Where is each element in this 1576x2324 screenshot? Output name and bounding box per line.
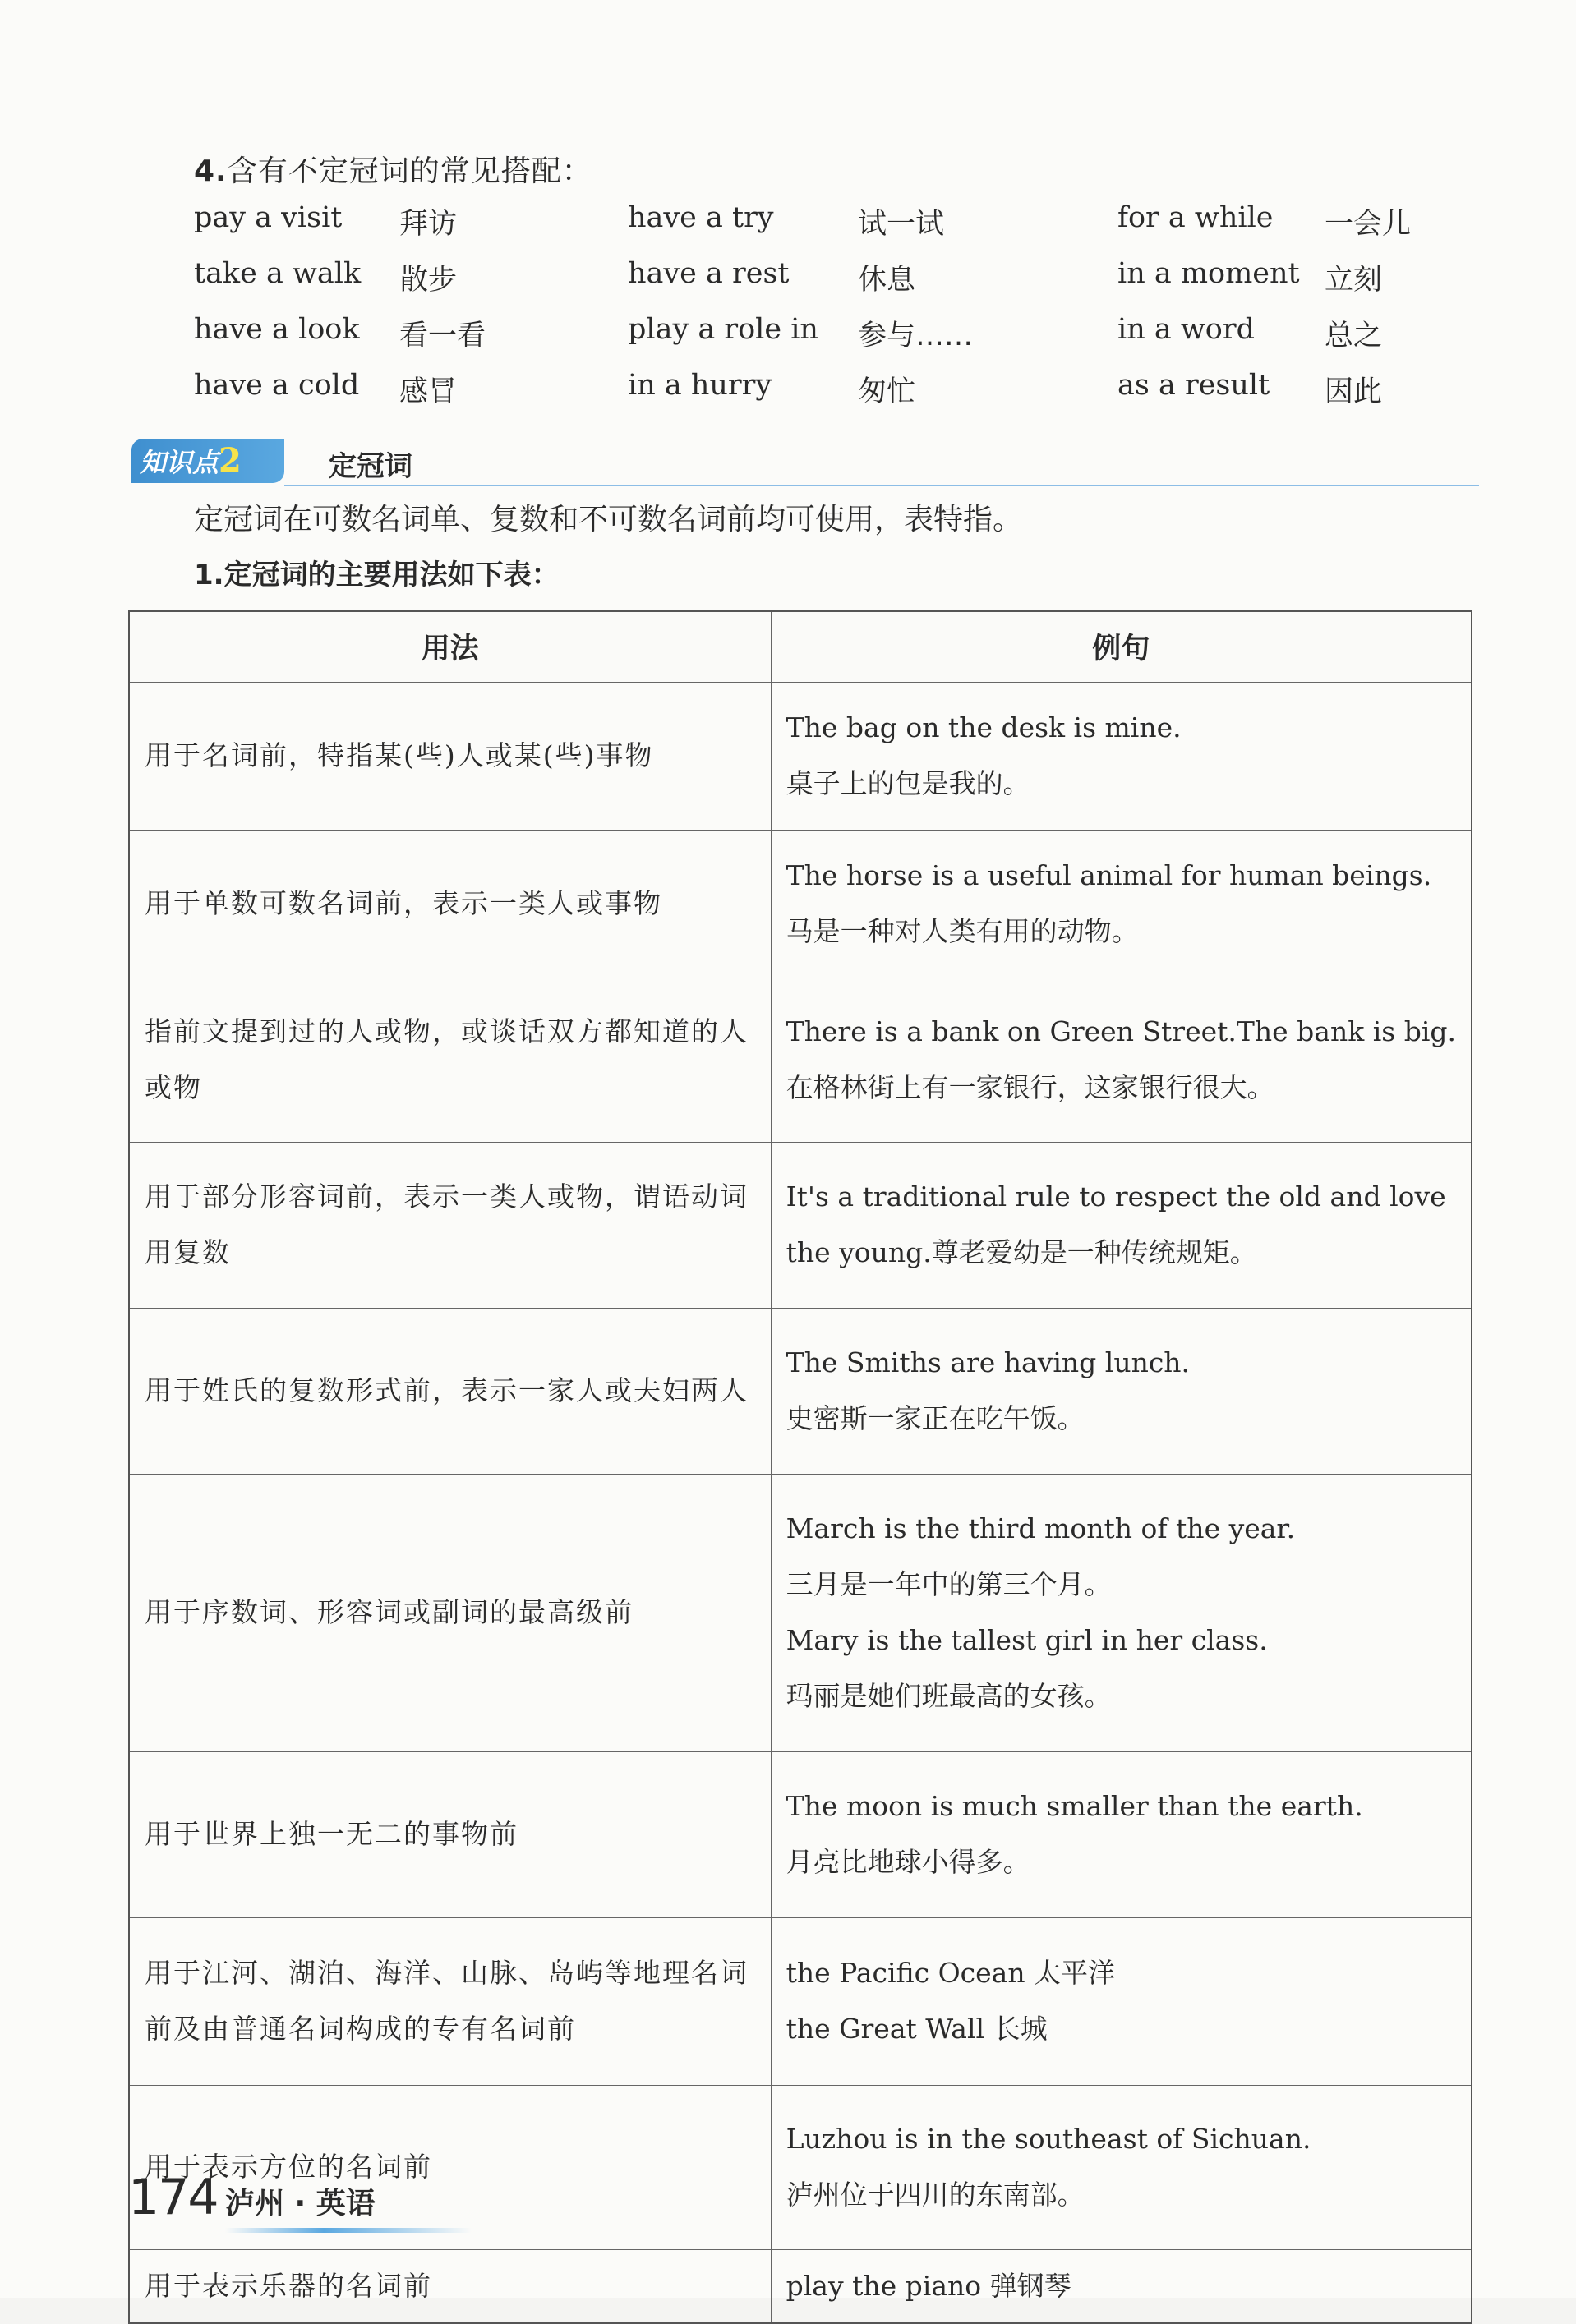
knowledge-point-badge-text: 知识点 xyxy=(140,447,219,478)
collocation-cn: 因此 xyxy=(1325,375,1383,408)
example-cell xyxy=(771,1751,1472,1917)
example-line: play the piano 弹钢琴 xyxy=(786,2269,1071,2302)
example-line: 玛丽是她们班最高的女孩。 xyxy=(786,1680,1112,1712)
example-cell xyxy=(771,2249,1472,2323)
collocation-cn: 感冒 xyxy=(399,375,458,408)
collocation-en: have a try xyxy=(628,201,774,234)
table-row xyxy=(129,1917,1472,2085)
example-line: 三月是一年中的第三个月。 xyxy=(786,1568,1112,1600)
usage-cell: 用于江河、湖泊、海洋、山脉、岛屿等地理名词前及由普通名词构成的专有名词前 xyxy=(129,1917,771,2085)
example-cell xyxy=(771,830,1472,978)
example-line: The horse is a useful animal for human beings. xyxy=(786,859,1432,891)
collocation-en: for a while xyxy=(1117,201,1274,234)
collocation-en: play a role in xyxy=(628,313,818,346)
usage-cell: 用于世界上独一无二的事物前 xyxy=(129,1751,771,1917)
knowledge-point-badge-number: 2 xyxy=(219,441,242,480)
example-line: the young.尊老爱幼是一种传统规矩。 xyxy=(786,1236,1257,1268)
example-line: Luzhou is in the southeast of Sichuan. xyxy=(786,2123,1311,2155)
example-line: 史密斯一家正在吃午饭。 xyxy=(786,1402,1085,1434)
example-line: 泸州位于四川的东南部。 xyxy=(786,2179,1085,2211)
example-line: The Smiths are having lunch. xyxy=(786,1346,1191,1378)
collocation-cn: 拜访 xyxy=(399,208,458,241)
table-row xyxy=(129,2249,1472,2323)
usage-cell: 用于序数词、形容词或副词的最高级前 xyxy=(129,1474,771,1751)
page-number: 174 xyxy=(128,2169,218,2226)
table-header-row xyxy=(129,611,1472,682)
section-4-heading: 含有不定冠词的常见搭配： xyxy=(227,154,592,188)
header-usage: 用法 xyxy=(129,611,771,682)
collocation-en: have a cold xyxy=(194,369,360,402)
example-line: the Pacific Ocean 太平洋 xyxy=(786,1957,1116,1989)
collocation-cn: 试一试 xyxy=(858,208,945,241)
example-line: the Great Wall 长城 xyxy=(786,2013,1048,2045)
example-cell xyxy=(771,1917,1472,2085)
usage-cell: 用于部分形容词前，表示一类人或物，谓语动词用复数 xyxy=(129,1142,771,1308)
example-cell xyxy=(771,1474,1472,1751)
knowledge-point-bar xyxy=(131,439,1479,486)
example-line: Mary is the tallest girl in her class. xyxy=(786,1624,1268,1656)
usage-cell: 用于表示方位的名词前 xyxy=(129,2085,771,2249)
example-line: There is a bank on Green Street.The bank is big. xyxy=(786,1015,1456,1047)
usage-table-subheading: 1.定冠词的主要用法如下表： xyxy=(194,559,560,591)
table-row xyxy=(129,1474,1472,1751)
usage-cell: 用于姓氏的复数形式前，表示一家人或夫妇两人 xyxy=(129,1308,771,1474)
collocation-row xyxy=(194,257,1443,313)
table-row xyxy=(129,1308,1472,1474)
table-row xyxy=(129,1751,1472,1917)
collocation-cn: 匆忙 xyxy=(858,375,916,408)
collocation-row xyxy=(194,369,1443,425)
collocation-en: in a hurry xyxy=(628,369,772,402)
example-cell xyxy=(771,978,1472,1142)
example-cell xyxy=(771,1142,1472,1308)
example-line: 马是一种对人类有用的动物。 xyxy=(786,915,1139,947)
collocation-row xyxy=(194,313,1443,369)
footer-accent-line xyxy=(225,2228,472,2233)
table-row xyxy=(129,682,1472,830)
example-line: The moon is much smaller than the earth. xyxy=(786,1790,1363,1822)
example-line: March is the third month of the year. xyxy=(786,1512,1296,1544)
example-cell xyxy=(771,1308,1472,1474)
usage-cell: 指前文提到过的人或物，或谈话双方都知道的人或物 xyxy=(129,978,771,1142)
table-row xyxy=(129,978,1472,1142)
knowledge-point-intro: 定冠词在可数名词单、复数和不可数名词前均可使用，表特指。 xyxy=(194,503,1023,536)
collocation-en: have a rest xyxy=(628,257,790,290)
collocation-cn: 看一看 xyxy=(399,320,486,352)
collocation-cn: 总之 xyxy=(1325,320,1383,352)
knowledge-point-underline xyxy=(284,485,1479,486)
table-row xyxy=(129,830,1472,978)
collocation-en: in a word xyxy=(1117,313,1256,346)
section-4-title xyxy=(194,148,592,190)
example-cell xyxy=(771,2085,1472,2249)
collocation-en: take a walk xyxy=(194,257,362,290)
usage-cell: 用于单数可数名词前，表示一类人或事物 xyxy=(129,830,771,978)
usage-table xyxy=(128,610,1472,2324)
collocation-row xyxy=(194,201,1443,257)
section-4-number: 4. xyxy=(194,154,228,188)
table-row xyxy=(129,1142,1472,1308)
collocation-en: have a look xyxy=(194,313,360,346)
collocation-cn: 参与…… xyxy=(858,320,974,352)
example-line: The bag on the desk is mine. xyxy=(786,711,1182,743)
collocation-en: pay a visit xyxy=(194,201,343,234)
usage-cell: 用于表示乐器的名词前 xyxy=(129,2249,771,2323)
collocation-grid xyxy=(194,201,1443,425)
example-line: 在格林街上有一家银行，这家银行很大。 xyxy=(786,1071,1274,1103)
knowledge-point-badge xyxy=(131,439,284,483)
knowledge-point-title: 定冠词 xyxy=(329,450,412,483)
footer-label: 泸州 · 英语 xyxy=(225,2187,376,2220)
table-row xyxy=(129,2085,1472,2249)
collocation-cn: 立刻 xyxy=(1325,264,1383,297)
usage-cell: 用于名词前，特指某(些)人或某(些)事物 xyxy=(129,682,771,830)
collocation-en: in a moment xyxy=(1117,257,1300,290)
collocation-cn: 散步 xyxy=(399,264,458,297)
collocation-en: as a result xyxy=(1117,369,1270,402)
example-line: 月亮比地球小得多。 xyxy=(786,1846,1030,1878)
collocation-cn: 一会儿 xyxy=(1325,208,1412,241)
example-cell xyxy=(771,682,1472,830)
collocation-cn: 休息 xyxy=(858,264,916,297)
header-example: 例句 xyxy=(771,611,1472,682)
example-line: 桌子上的包是我的。 xyxy=(786,767,1030,799)
example-line: It's a traditional rule to respect the old and love xyxy=(786,1180,1446,1213)
